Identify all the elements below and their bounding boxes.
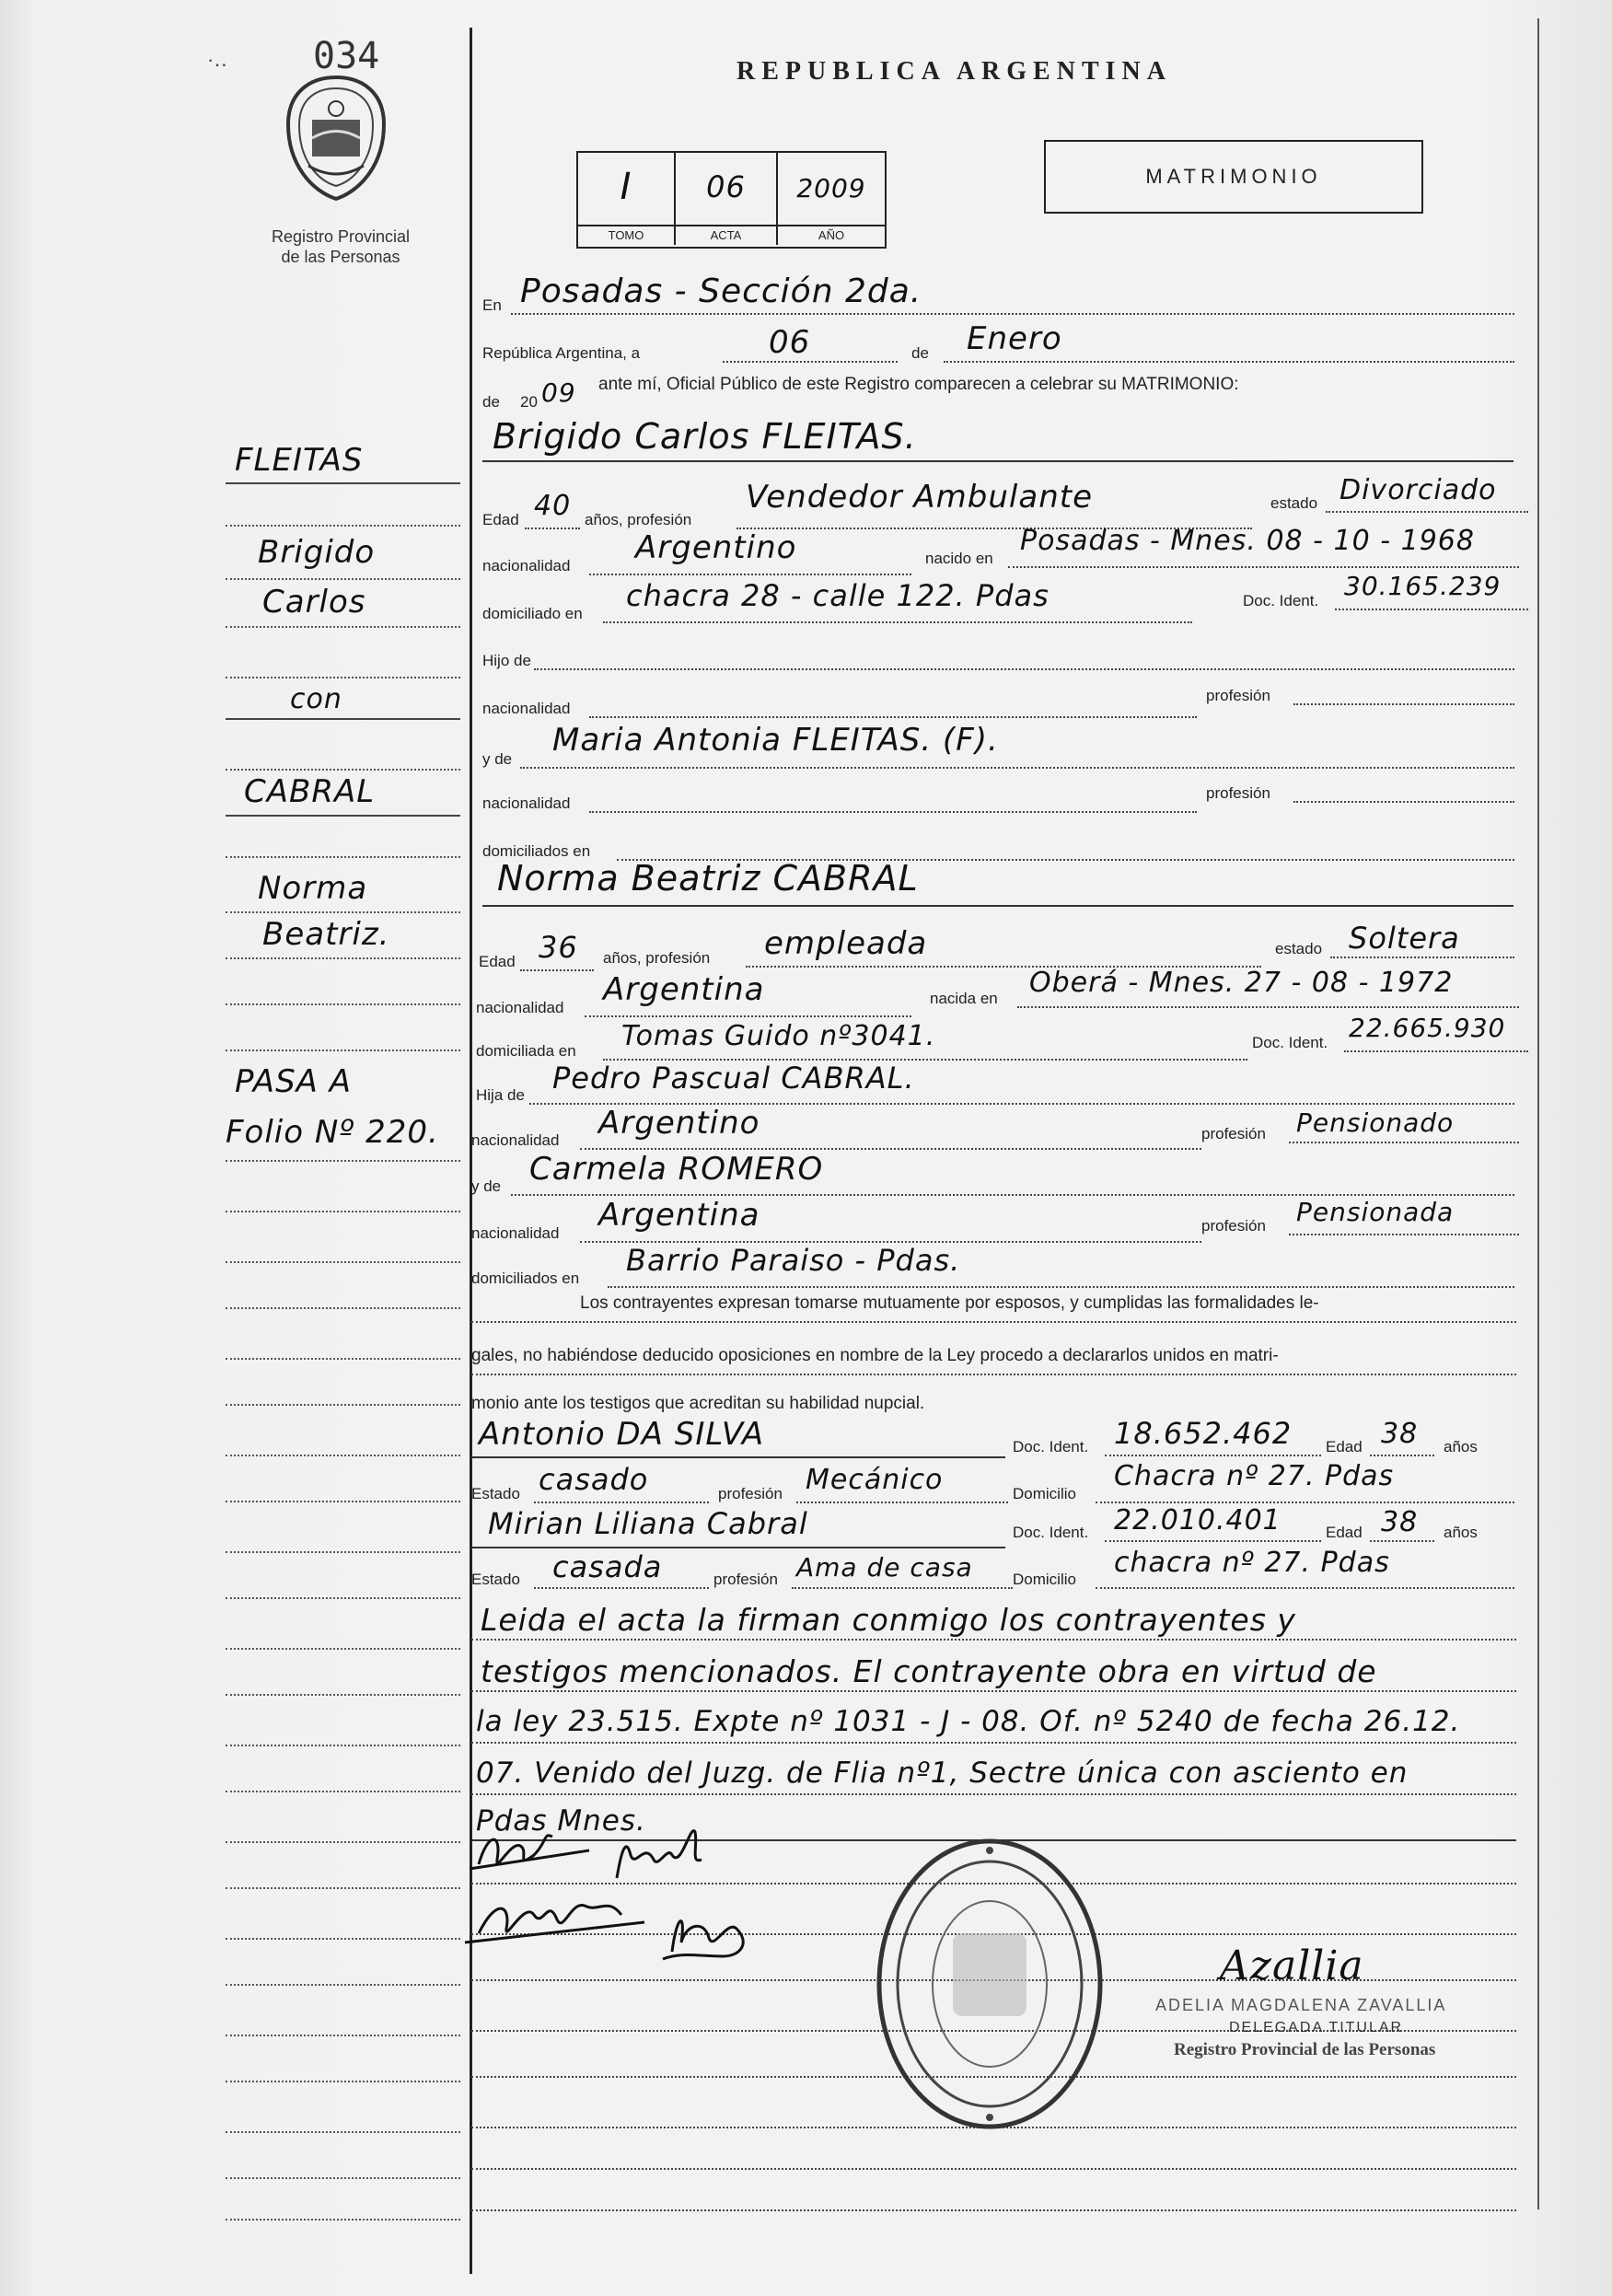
- bride-civil-status: Soltera: [1349, 921, 1460, 956]
- label-de-mes: de: [911, 344, 929, 362]
- official-stamp-icon: [870, 1832, 1109, 2136]
- label-profesion-groom-father: profesión: [1206, 687, 1270, 704]
- label-nacionalidad-bride-father: nacionalidad: [471, 1131, 560, 1149]
- label-anos-w2: años: [1444, 1524, 1478, 1541]
- label-anos-profesion-groom: años, profesión: [585, 511, 692, 528]
- tomo-value: I: [620, 166, 632, 208]
- label-nacionalidad-groom: nacionalidad: [482, 557, 571, 574]
- label-nacionalidad-groom-father: nacionalidad: [482, 700, 571, 717]
- label-nacionalidad-groom-mother: nacionalidad: [482, 794, 571, 812]
- official-signature: Azallia: [1220, 1942, 1364, 1989]
- scribble-mark: ·‥: [207, 48, 228, 71]
- label-y-de-groom: y de: [482, 750, 513, 768]
- bride-mother: Carmela ROMERO: [529, 1151, 824, 1188]
- label-republica: República Argentina, a: [482, 344, 641, 362]
- bride-father: Pedro Pascual CABRAL.: [552, 1061, 915, 1096]
- label-estado-groom: estado: [1270, 494, 1318, 512]
- year-suffix: 09: [541, 377, 576, 408]
- bride-address: Tomas Guido nº3041.: [621, 1020, 936, 1052]
- registry-box: [576, 151, 887, 249]
- label-profesion-w2: profesión: [713, 1571, 778, 1588]
- declaration-line3: monio ante los testigos que acreditan su habilidad nupcial.: [471, 1394, 925, 1413]
- page-number: 034: [313, 35, 380, 77]
- label-nacionalidad-bride-mother: nacionalidad: [471, 1224, 560, 1242]
- label-estado-w2: Estado: [471, 1571, 520, 1588]
- label-anos-w1: años: [1444, 1438, 1478, 1455]
- bride-age: 36: [539, 930, 578, 965]
- official-title: DELEGADA TITULAR: [1229, 2020, 1404, 2035]
- label-doc-ident-groom: Doc. Ident.: [1243, 592, 1319, 609]
- label-domicilio-w2: Domicilio: [1013, 1571, 1076, 1588]
- label-nacida-en: nacida en: [930, 990, 998, 1007]
- margin-given2b: Beatriz.: [262, 916, 390, 953]
- act-type-box: [1044, 140, 1423, 214]
- margin-pasa-a: PASA A: [235, 1063, 352, 1100]
- note-line-1: Leida el acta la firman conmigo los contrayentes y: [481, 1602, 1296, 1638]
- note-line-2: testigos mencionados. El contrayente obra en virtud de: [481, 1653, 1377, 1689]
- label-edad-w2: Edad: [1326, 1524, 1363, 1541]
- witness1-profession: Mecánico: [806, 1464, 944, 1496]
- registry-name-line2: de las Personas: [281, 248, 400, 266]
- provincial-seal-icon: [281, 74, 391, 203]
- witness2-doc: 22.010.401: [1114, 1504, 1281, 1536]
- bride-profession: empleada: [764, 925, 928, 962]
- label-y-de-bride: y de: [471, 1177, 502, 1195]
- witness2-age: 38: [1381, 1506, 1419, 1538]
- label-hija-de: Hija de: [476, 1086, 525, 1104]
- note-line-3: la ley 23.515. Expte nº 1031 - J - 08. Of. nº 5240 de fecha 26.12.: [476, 1705, 1461, 1738]
- country-header: REPUBLICA ARGENTINA: [736, 57, 1172, 86]
- signature-icon: [460, 1814, 783, 1979]
- label-domiciliados-en-bride: domiciliados en: [471, 1270, 580, 1287]
- official-office: Registro Provincial de las Personas: [1174, 2040, 1436, 2059]
- label-en: En: [482, 296, 502, 314]
- label-profesion-groom-mother: profesión: [1206, 784, 1270, 802]
- witness1-age: 38: [1381, 1418, 1419, 1450]
- label-doc-ident-bride: Doc. Ident.: [1252, 1034, 1328, 1051]
- right-border: [1537, 18, 1539, 2209]
- label-domiciliada-en: domiciliada en: [476, 1042, 576, 1060]
- margin-folio: Folio Nº 220.: [226, 1114, 439, 1151]
- groom-civil-status: Divorciado: [1339, 474, 1497, 506]
- label-comparecen: ante mí, Oficial Público de este Registro comparecen a celebrar su MATRIMONIO:: [598, 375, 1239, 394]
- label-hijo-de: Hijo de: [482, 652, 531, 669]
- bride-mother-profession: Pensionada: [1296, 1197, 1455, 1227]
- margin-given1a: Brigido: [258, 534, 376, 571]
- label-nacido-en: nacido en: [925, 550, 993, 567]
- witness2-profession: Ama de casa: [796, 1552, 973, 1583]
- acta-value: 06: [706, 169, 746, 204]
- witness2-address: chacra nº 27. Pdas: [1114, 1547, 1390, 1579]
- groom-birth: Posadas - Mnes. 08 - 10 - 1968: [1020, 525, 1475, 557]
- label-estado-w1: Estado: [471, 1485, 520, 1502]
- margin-surname1: FLEITAS: [235, 442, 364, 479]
- year-prefix: 20: [520, 393, 538, 411]
- tomo-label: TOMO: [608, 228, 644, 242]
- label-estado-bride: estado: [1275, 940, 1323, 957]
- margin-given2a: Norma: [258, 870, 368, 907]
- bride-birth: Oberá - Mnes. 27 - 08 - 1972: [1029, 967, 1454, 999]
- day-value: 06: [769, 324, 811, 361]
- place-value: Posadas - Sección 2da.: [520, 273, 922, 310]
- label-doc-ident-w2: Doc. Ident.: [1013, 1524, 1089, 1541]
- witness1-address: Chacra nº 27. Pdas: [1114, 1460, 1395, 1492]
- witness2-name: Mirian Liliana Cabral: [488, 1506, 808, 1541]
- label-domicilio-w1: Domicilio: [1013, 1485, 1076, 1502]
- note-line-5: Pdas Mnes.: [476, 1804, 646, 1838]
- groom-doc: 30.165.239: [1344, 571, 1502, 601]
- note-line-4: 07. Venido del Juzg. de Flia nº1, Sectre única con asciento en: [476, 1757, 1409, 1790]
- bride-mother-nationality: Argentina: [598, 1197, 760, 1234]
- label-anos-profesion-bride: años, profesión: [603, 949, 711, 967]
- label-doc-ident-w1: Doc. Ident.: [1013, 1438, 1089, 1455]
- label-profesion-bride-father: profesión: [1201, 1125, 1266, 1142]
- margin-con: con: [290, 683, 342, 715]
- margin-given1b: Carlos: [262, 584, 366, 620]
- month-value: Enero: [967, 320, 1062, 357]
- ano-value: 2009: [796, 173, 866, 203]
- witness1-name: Antonio DA SILVA: [479, 1416, 765, 1453]
- groom-full-name: Brigido Carlos FLEITAS.: [493, 416, 917, 457]
- witness2-civil-status: casada: [552, 1549, 663, 1584]
- bride-nationality: Argentina: [603, 971, 765, 1008]
- groom-mother: Maria Antonia FLEITAS. (F).: [552, 722, 999, 759]
- groom-profession: Vendedor Ambulante: [746, 479, 1093, 516]
- bride-doc: 22.665.930: [1349, 1013, 1506, 1043]
- label-edad-groom: Edad: [482, 511, 519, 528]
- groom-age: 40: [534, 490, 572, 522]
- groom-nationality: Argentino: [635, 529, 797, 566]
- label-profesion-bride-mother: profesión: [1201, 1217, 1266, 1235]
- acta-label: ACTA: [710, 228, 742, 242]
- witness1-civil-status: casado: [539, 1462, 649, 1497]
- act-type: MATRIMONIO: [1145, 165, 1322, 188]
- groom-address: chacra 28 - calle 122. Pdas: [626, 578, 1050, 613]
- label-domiciliado-en: domiciliado en: [482, 605, 583, 622]
- label-profesion-w1: profesión: [718, 1485, 783, 1502]
- witness1-doc: 18.652.462: [1114, 1416, 1293, 1451]
- label-domiciliados-en-groom: domiciliados en: [482, 842, 591, 860]
- registry-name: [249, 226, 433, 267]
- ano-label: AÑO: [818, 228, 845, 242]
- label-de-year: de: [482, 393, 500, 411]
- official-name: ADELIA MAGDALENA ZAVALLIA: [1155, 1996, 1447, 2014]
- label-nacionalidad-bride: nacionalidad: [476, 999, 564, 1016]
- declaration-line2: gales, no habiéndose deducido oposiciones en nombre de la Ley procedo a declararlos unidos en matri-: [471, 1346, 1279, 1365]
- margin-surname2: CABRAL: [244, 773, 376, 810]
- label-edad-bride: Edad: [479, 953, 516, 970]
- label-edad-w1: Edad: [1326, 1438, 1363, 1455]
- bride-father-nationality: Argentino: [598, 1105, 760, 1142]
- bride-parents-address: Barrio Paraiso - Pdas.: [626, 1243, 961, 1278]
- registry-name-line1: Registro Provincial: [271, 227, 411, 246]
- declaration-line1: Los contrayentes expresan tomarse mutuamente por esposos, y cumplidas las formalidades le-: [580, 1293, 1319, 1313]
- bride-father-profession: Pensionado: [1296, 1107, 1455, 1138]
- bride-full-name: Norma Beatriz CABRAL: [497, 858, 919, 899]
